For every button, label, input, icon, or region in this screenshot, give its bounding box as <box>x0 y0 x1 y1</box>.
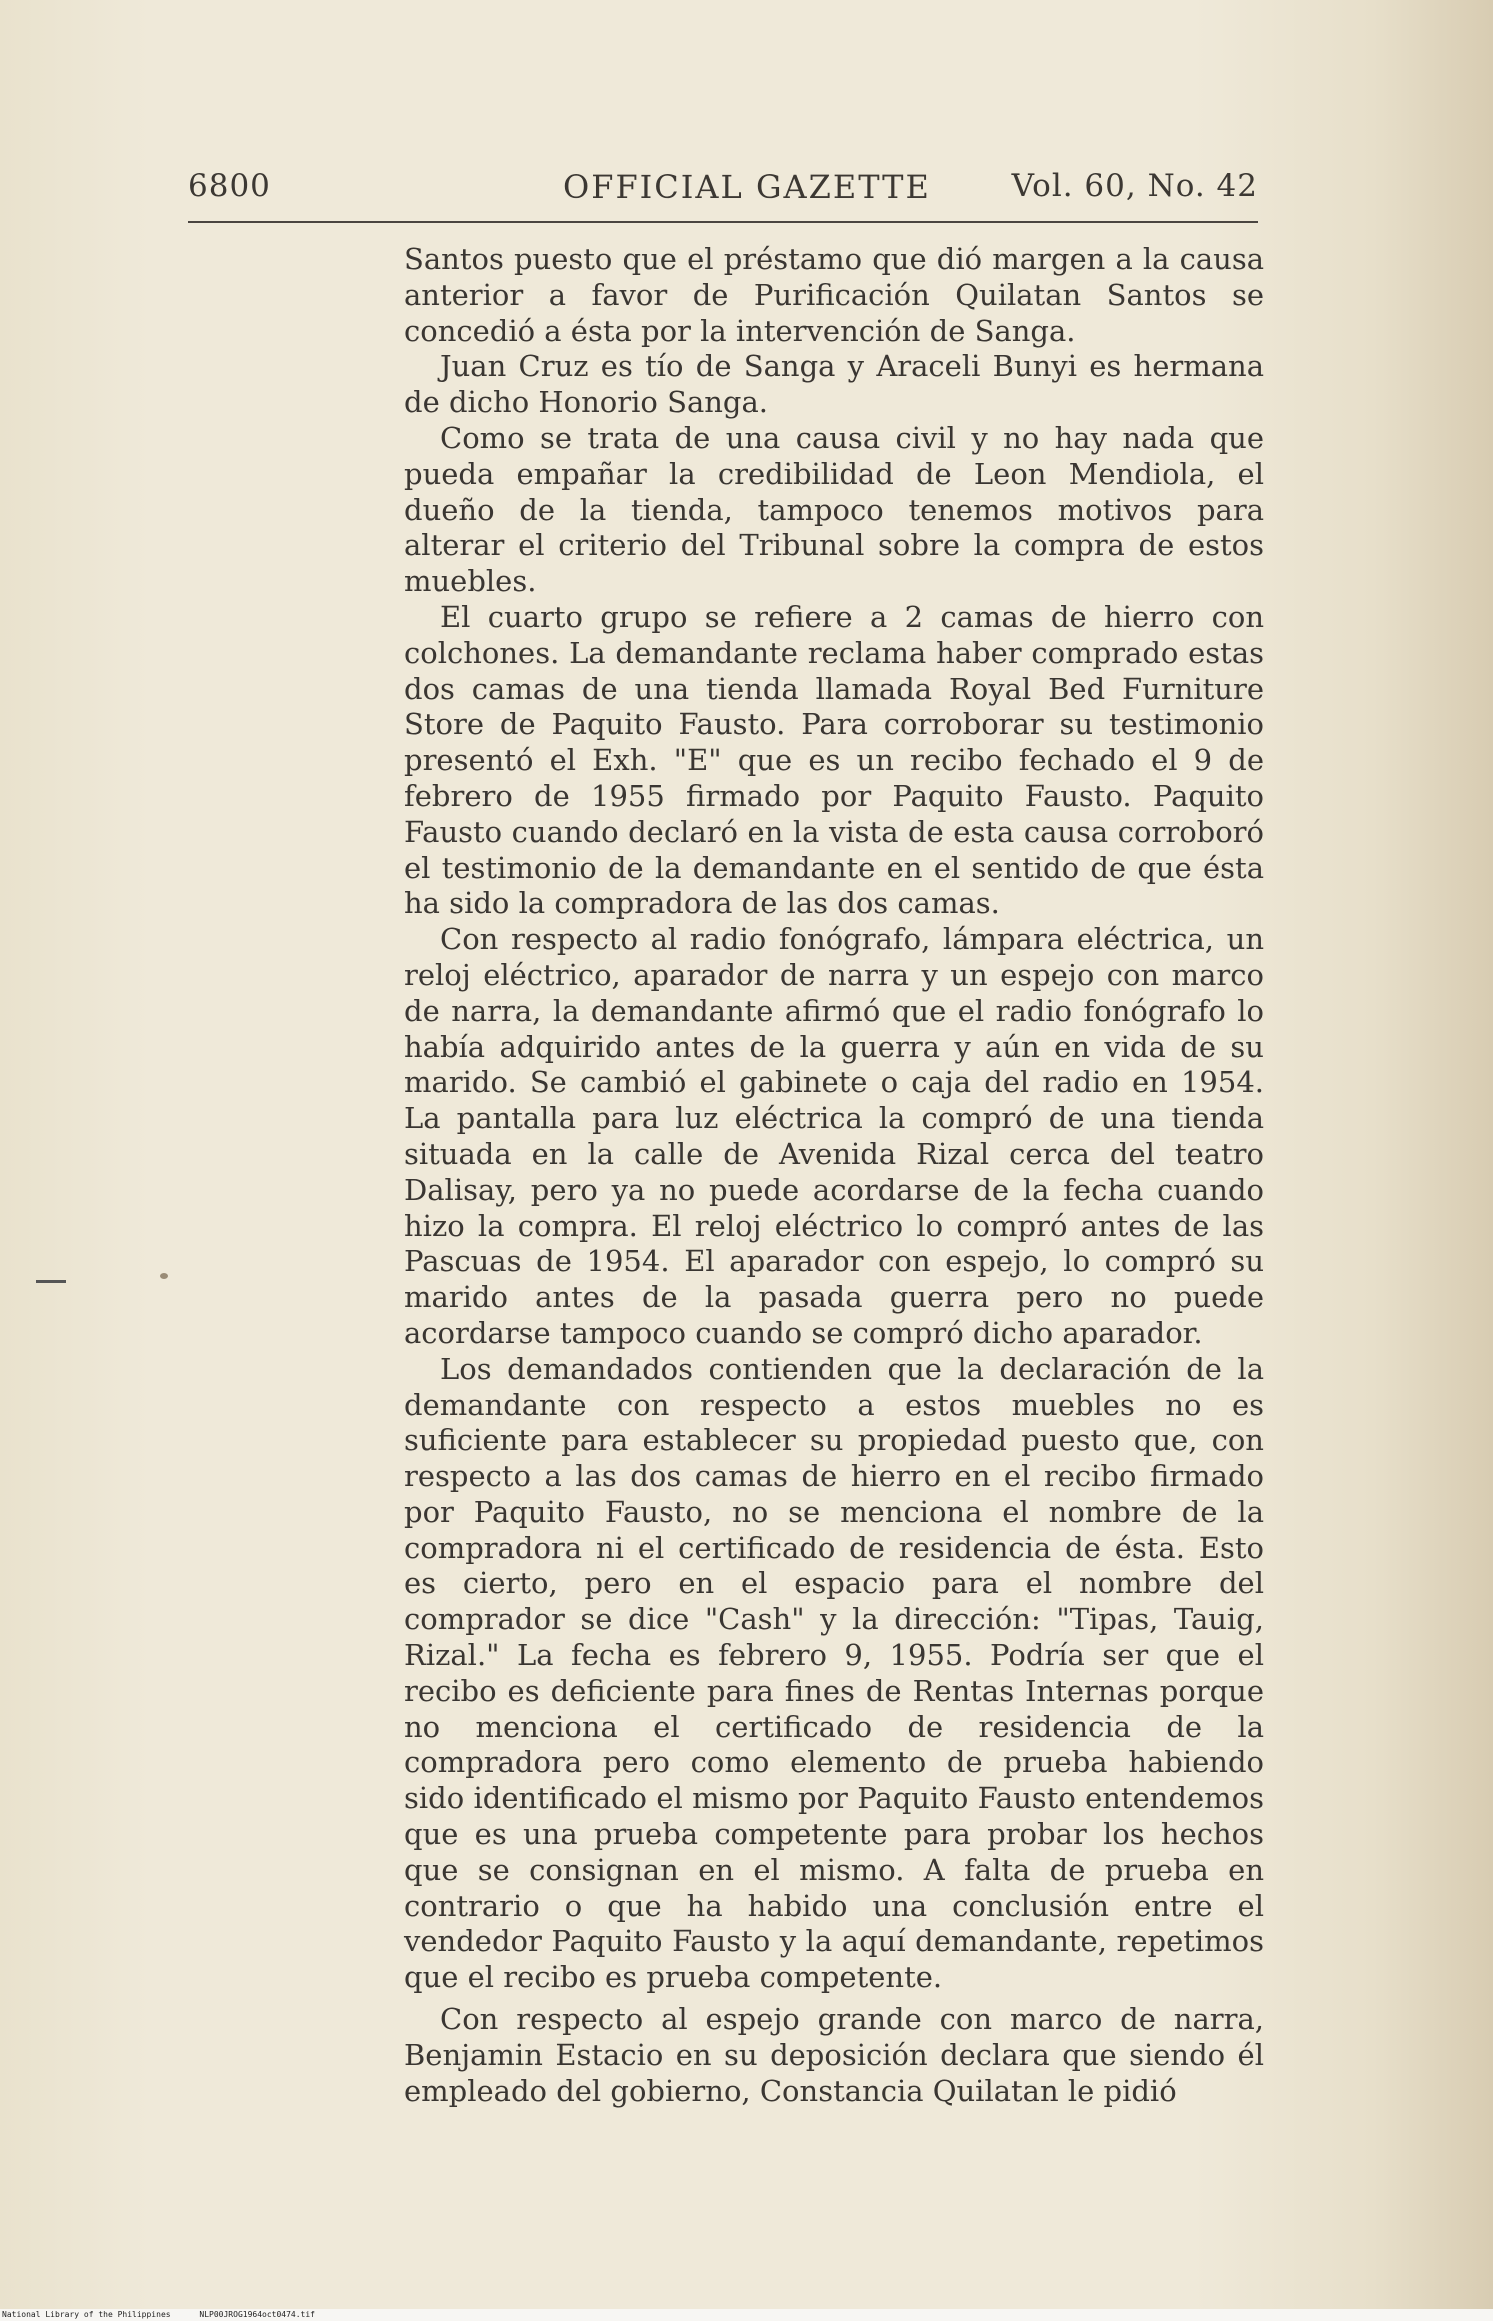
page-number: 6800 <box>188 168 271 204</box>
page-header <box>188 162 1258 210</box>
paragraph: Con respecto al espejo grande con marco de narra, Benjamin Estacio en su deposición declara que siendo él empleado del gobierno, Constancia Quilatan le pidió <box>404 2002 1264 2108</box>
publication-title: OFFICIAL GAZETTE <box>563 168 931 206</box>
library-credit: National Library of the Philippines <box>2 2310 171 2319</box>
scan-footer <box>0 2309 1493 2321</box>
paragraph: Como se trata de una causa civil y no hay nada que pueda empañar la credibilidad de Leon Mendiola, el dueño de la tienda, tampoco tenemos motivos para alterar el criterio del Tribunal sobre la compra de estos muebles. <box>404 420 1264 599</box>
header-rule <box>188 221 1258 223</box>
scan-speck <box>160 1273 168 1279</box>
paragraph: El cuarto grupo se refiere a 2 camas de hierro con colchones. La demandante reclama haber comprado estas dos camas de una tienda llamada Royal Bed Furniture Store de Paquito Fausto. Para corroborar su testimonio presentó el Exh. "E" que es un recibo fechado el 9 de febrero de 1955 firmado por Paquito Fausto. Paquito Fausto cuando declaró en la vista de esta causa corroboró el testimonio de la demandante en el sentido de que ésta ha sido la compradora de las dos camas. <box>404 599 1264 921</box>
margin-mark <box>36 1280 66 1283</box>
volume-issue: Vol. 60, No. 42 <box>1011 168 1258 204</box>
paragraph: Juan Cruz es tío de Sanga y Araceli Bunyi es hermana de dicho Honorio Sanga. <box>404 349 1264 420</box>
paragraph: Con respecto al radio fonógrafo, lámpara eléctrica, un reloj eléctrico, aparador de narra y un espejo con marco de narra, la demandante afirmó que el radio fonógrafo lo había adquirido antes de la guerra y aún en vida de su marido. Se cambió el gabinete o caja del radio en 1954. La pantalla para luz eléctrica la compró de una tienda situada en la calle de Avenida Rizal cerca del teatro Dalisay, pero ya no puede acordarse de la fecha cuando hizo la compra. El reloj eléctrico lo compró antes de las Pascuas de 1954. El aparador con espejo, lo compró su marido antes de la pasada guerra pero no puede acordarse tampoco cuando se compró dicho aparador. <box>404 922 1264 1350</box>
file-name: NLP00JROG1964oct0474.tif <box>199 2310 315 2319</box>
paragraph: Los demandados contienden que la declaración de la demandante con respecto a estos muebles no es suficiente para establecer su propiedad puesto que, con respecto a las dos camas de hierro en el recibo firmado por Paquito Fausto, no se menciona el nombre de la compradora ni el certificado de residencia de ésta. Esto es cierto, pero en el espacio para el nombre del comprador se dice "Cash" y la dirección: "Tipas, Tauig, Rizal." La fecha es febrero 9, 1955. Podría ser que el recibo es deficiente para fines de Rentas Internas porque no menciona el certificado de residencia de la compradora pero como elemento de prueba habiendo sido identificado el mismo por Paquito Fausto entendemos que es una prueba competente para probar los hechos que se consignan en el mismo. A falta de prueba en contrario o que ha habido una conclusión entre el vendedor Paquito Fausto y la aquí demandante, repetimos que el recibo es prueba competente. <box>404 1351 1264 1995</box>
body-text <box>404 242 1264 2109</box>
paragraph: Santos puesto que el préstamo que dió margen a la causa anterior a favor de Purificación Quilatan Santos se concedió a ésta por la intervención de Sanga. <box>404 242 1264 348</box>
